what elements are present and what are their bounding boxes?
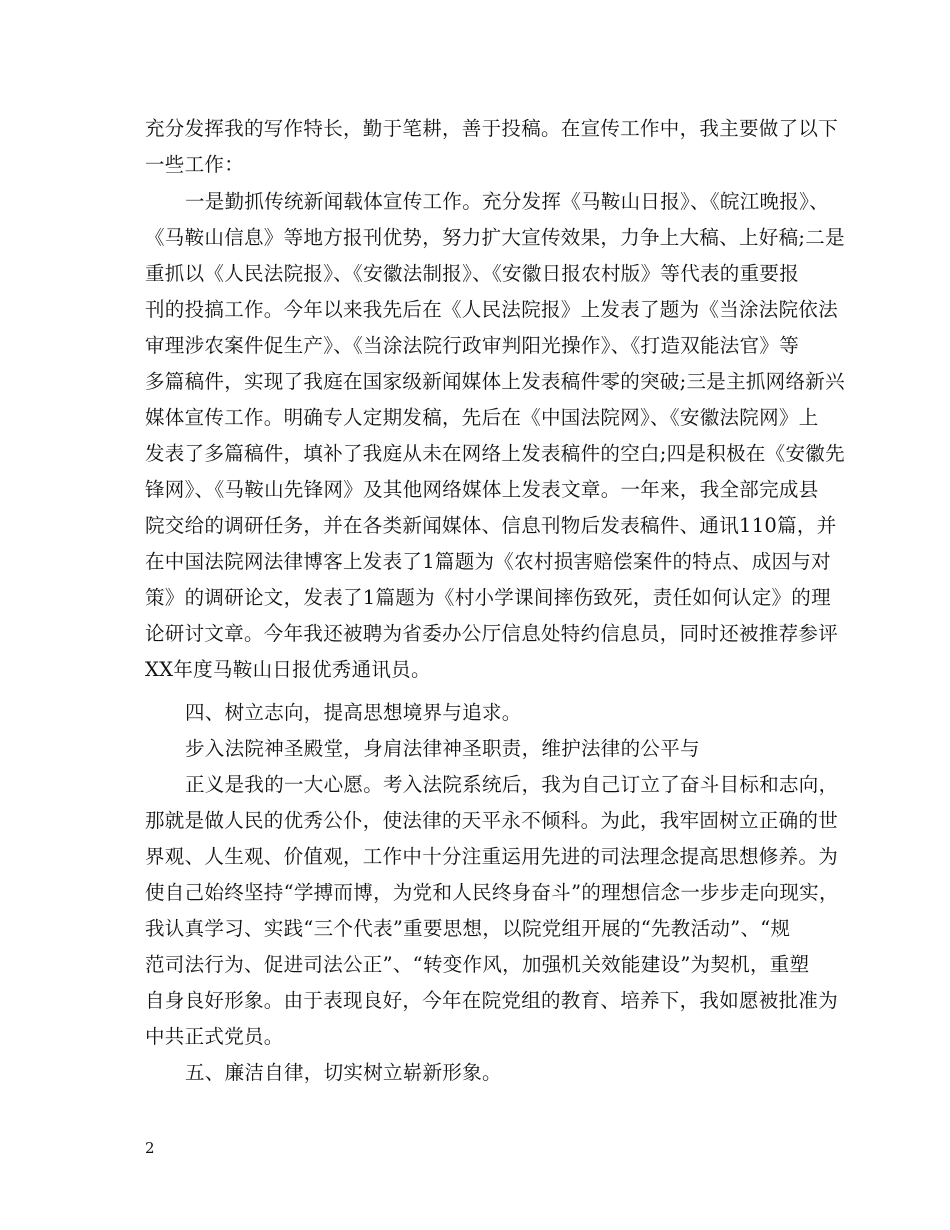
body-text-line: 我认真学习、实践“三个代表”重要思想，以院党组开展的“先教活动”、“规 bbox=[145, 917, 791, 940]
body-text-line: 发表了多篇稿件，填补了我庭从未在网络上发表稿件的空白;四是积极在《安徽先 bbox=[145, 442, 845, 465]
body-text-line: 那就是做人民的优秀公仆，使法律的天平永不倾科。为此，我牢固树立正确的世 bbox=[145, 809, 839, 832]
body-text-line: 院交给的调研任务，并在各类新闻媒体、信息刊物后发表稿件、通讯110篇，并 bbox=[145, 514, 837, 537]
body-text-line: 使自己始终坚持“学搏而博，为党和人民终身奋斗”的理想信念一步步走向现实， bbox=[145, 881, 839, 904]
section-heading: 四、树立志向，提高思想境界与追求。 bbox=[185, 701, 522, 724]
body-text-line: 自身良好形象。由于表现良好，今年在院党组的教育、培养下，我如愿被批准为 bbox=[145, 989, 839, 1012]
body-text-line: 多篇稿件，实现了我庭在国家级新闻媒体上发表稿件零的突破;三是主抓网络新兴 bbox=[145, 370, 845, 393]
body-text-line: 范司法行为、促进司法公正”、“转变作风，加强机关效能建设”为契机，重塑 bbox=[145, 953, 810, 976]
body-text-line: 界观、人生观、价值观，工作中十分注重运用先进的司法理念提高思想修养。为 bbox=[145, 845, 839, 868]
paragraph-first-line: 步入法院神圣殿堂，身肩法律神圣职责，维护法律的公平与 bbox=[185, 737, 700, 760]
page-number: 2 bbox=[145, 1139, 155, 1157]
body-text-line: 媒体宣传工作。明确专人定期发稿，先后在《中国法院网》、《安徽法院网》上 bbox=[145, 406, 819, 429]
body-text-line: 刊的投搞工作。今年以来我先后在《人民法院报》上发表了题为《当涂法院依法 bbox=[145, 298, 839, 321]
body-text-line: 《马鞍山信息》等地方报刊优势，努力扩大宣传效果，力争上大稿、上好稿;二是 bbox=[145, 226, 845, 249]
body-text-line: XX年度马鞍山日报优秀通讯员。 bbox=[145, 658, 431, 681]
body-text-line: 充分发挥我的写作特长，勤于笔耕，善于投稿。在宣传工作中，我主要做了以下 bbox=[145, 117, 839, 140]
body-text-line: 重抓以《人民法院报》、《安徽法制报》、《安徽日报农村版》等代表的重要报 bbox=[145, 262, 800, 285]
body-text-line: 中共正式党员。 bbox=[145, 1025, 284, 1048]
body-text-line: 审理涉农案件促生产》、《当涂法院行政审判阳光操作》、《打造双能法官》等 bbox=[145, 334, 800, 357]
body-text-line: 在中国法院网法律博客上发表了1篇题为《农村损害赔偿案件的特点、成因与对 bbox=[145, 550, 831, 573]
paragraph-first-line: 正义是我的一大心愿。考入法院系统后，我为自己订立了奋斗目标和志向， bbox=[185, 773, 839, 796]
body-text-line: 一些工作： bbox=[145, 153, 245, 176]
body-text-line: 锋网》、《马鞍山先锋网》及其他网络媒体上发表文章。一年来，我全部完成县 bbox=[145, 478, 819, 501]
section-heading: 五、廉洁自律，切实树立崭新形象。 bbox=[185, 1061, 502, 1084]
body-text-line: 策》的调研论文，发表了1篇题为《村小学课间摔伤致死，责任如何认定》的理 bbox=[145, 586, 831, 609]
paragraph-first-line: 一是勤抓传统新闻载体宣传工作。充分发挥《马鞍山日报》、《皖江晚报》、 bbox=[185, 190, 829, 213]
body-text-line: 论研讨文章。今年我还被聘为省委办公厅信息处特约信息员，同时还被推荐参评 bbox=[145, 622, 839, 645]
